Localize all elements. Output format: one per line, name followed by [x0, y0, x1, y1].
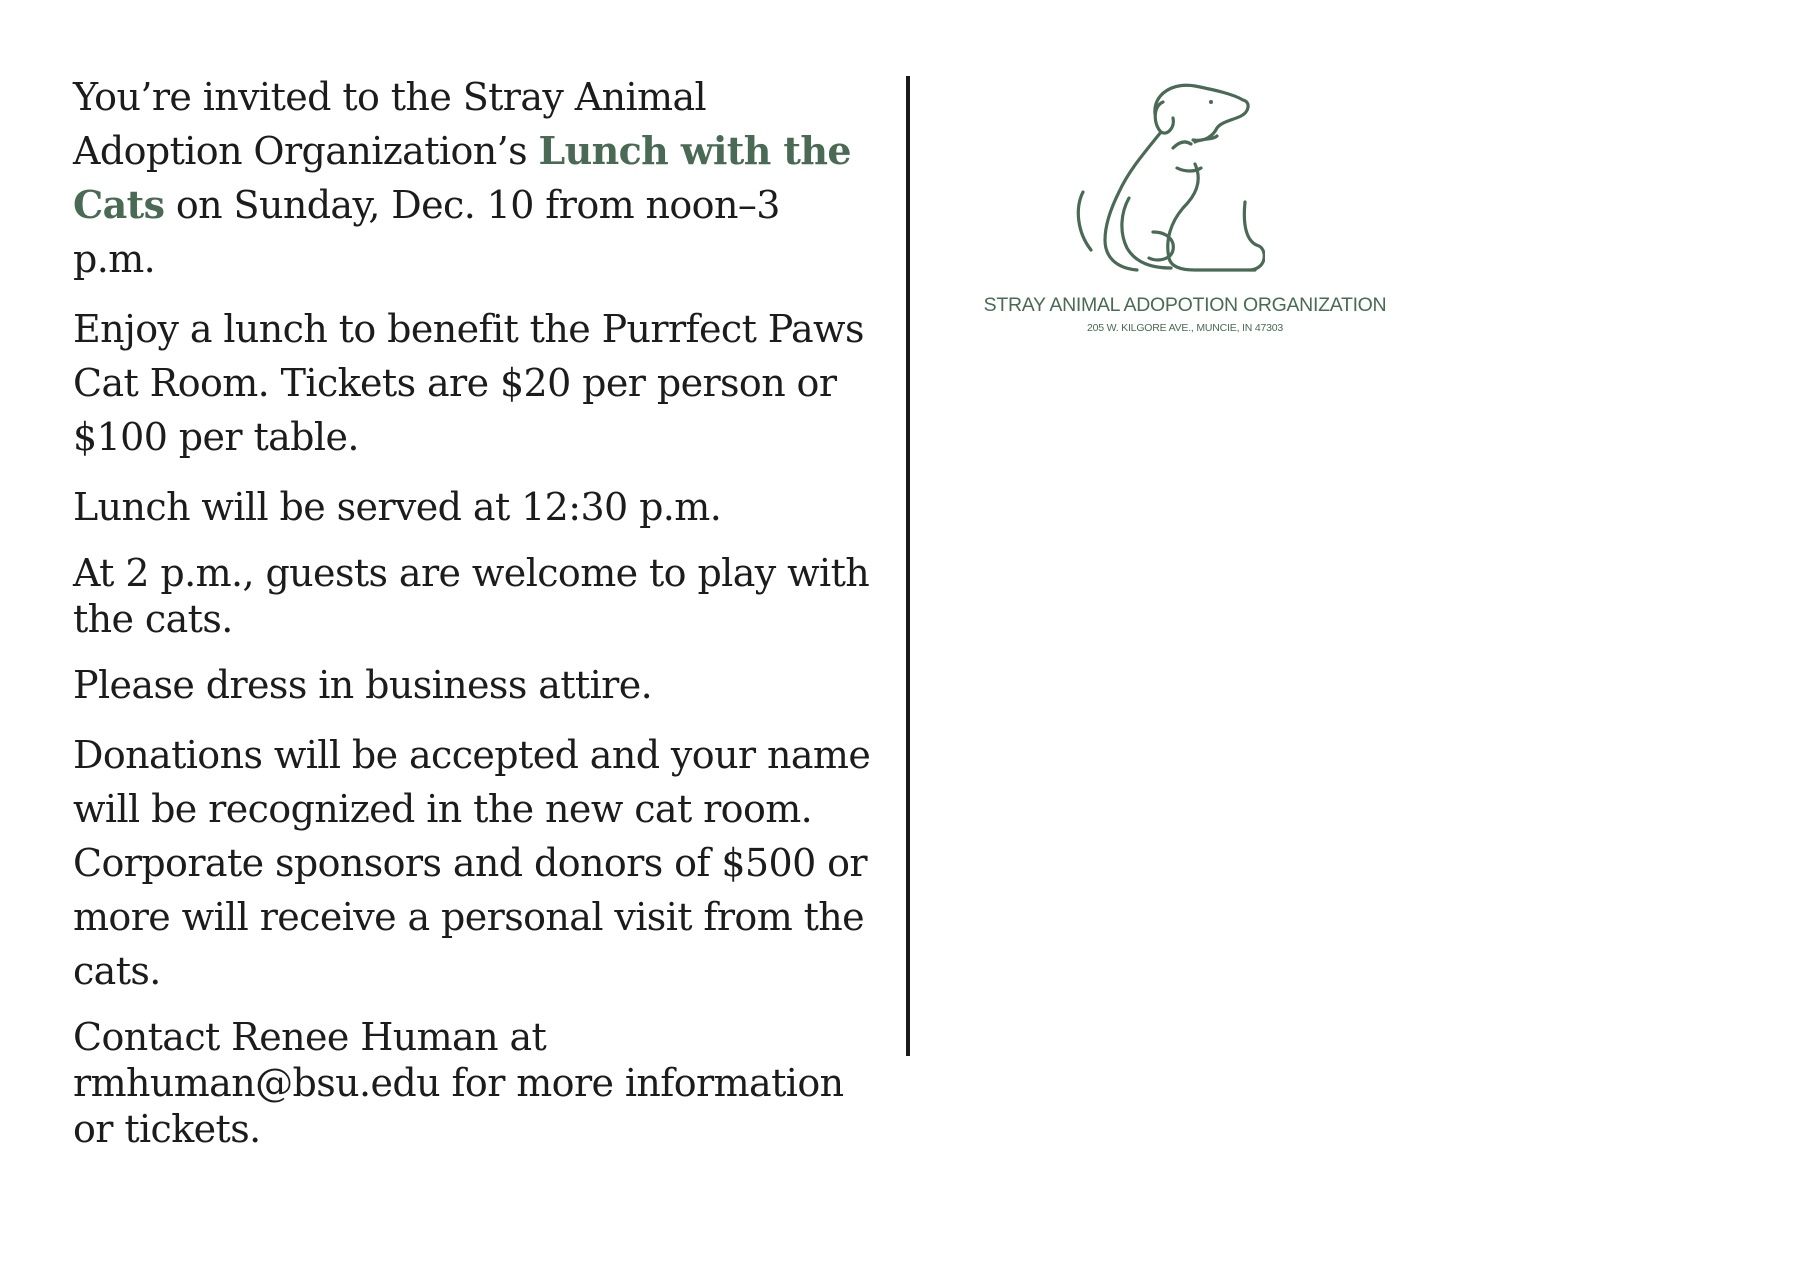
cat-body — [1168, 164, 1255, 270]
intro-date: on Sunday, Dec. 10 from noon–3 p.m. — [73, 183, 780, 281]
play-time-paragraph: At 2 p.m., guests are welcome to play with the cats. — [73, 551, 870, 641]
dog-and-cat-icon — [1045, 72, 1265, 292]
event-name: Lunch with the Cats — [73, 128, 851, 227]
intro-paragraph — [73, 70, 873, 286]
lunch-time-paragraph: Lunch will be served at 12:30 p.m. — [73, 485, 722, 529]
dog-eye — [1209, 100, 1213, 104]
cat-ear-left — [1173, 142, 1191, 148]
dog-tail — [1078, 192, 1091, 250]
donations-paragraph: Donations will be accepted and your name will be recognized in the new cat room. Corporate sponsors and donors of $500 or more will receive a personal visit from the cats. — [73, 733, 871, 993]
cat-paw — [1149, 232, 1173, 260]
dog-back — [1105, 132, 1161, 270]
invitation-text — [73, 70, 873, 1168]
cat-front — [1244, 202, 1264, 270]
benefit-paragraph: Enjoy a lunch to benefit the Purrfect Paws Cat Room. Tickets are $20 per person or $100 per table. — [73, 307, 864, 459]
organization-logo — [975, 72, 1395, 342]
organization-name: STRAY ANIMAL ADOPOTION ORGANIZATION — [983, 294, 1387, 316]
intro-text: You’re invited to the Stray Animal Adoption Organization’s — [73, 75, 707, 173]
dog-ear — [1155, 102, 1173, 133]
vertical-divider — [906, 76, 910, 1056]
dress-code-paragraph: Please dress in business attire. — [73, 663, 653, 707]
contact-paragraph: Contact Renee Human at rmhuman@bsu.edu for more information or tickets. — [73, 1015, 844, 1151]
organization-address: 205 W. KILGORE AVE., MUNCIE, IN 47303 — [1086, 322, 1284, 334]
